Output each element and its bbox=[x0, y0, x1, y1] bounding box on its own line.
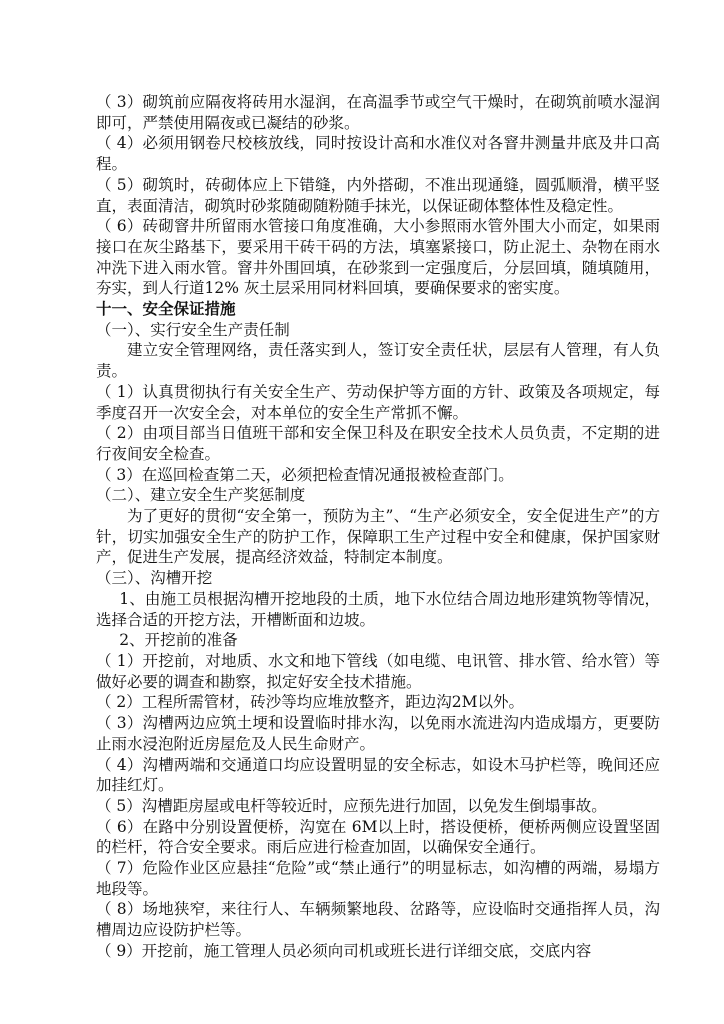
paragraph-item-5: （ 5）砌筑时，砖砌体应上下错缝，内外搭砌，不准出现通缝，圆弧顺滑，横平竖直，表面清洁，砌筑时砂浆随砌随粉随手抹光，以保证砌体整体性及稳定性。 bbox=[96, 175, 660, 215]
subheading-responsibility: （一）、实行安全生产责任制 bbox=[96, 320, 290, 339]
list-item: （ 8）场地狭窄，来往行人、车辆频繁地段、岔路等，应设临时交通指挥人员，沟槽周边应设防护栏等。 bbox=[96, 900, 660, 940]
list-item: （ 5）沟槽距房屋或电杆等较近时，应预先进行加固，以免发生倒塌事故。 bbox=[96, 796, 607, 815]
document-page bbox=[96, 92, 660, 962]
list-item: （ 3）在巡回检查第二天，必须把检查情况通报被检查部门。 bbox=[96, 465, 514, 484]
list-item: （ 2）工程所需管材，砖沙等均应堆放整齐，距边沟2M以外。 bbox=[96, 693, 525, 712]
subheading-rewards: （二）、建立安全生产奖惩制度 bbox=[96, 486, 306, 505]
list-item: （ 1）认真贯彻执行有关安全生产、劳动保护等方面的方针、政策及各项规定，每季度召开一次安全会，对本单位的安全生产常抓不懈。 bbox=[96, 382, 660, 422]
paragraph-responsibility-intro: 建立安全管理网络，责任落实到人，签订安全责任状，层层有人管理，有人负责。 bbox=[96, 341, 660, 381]
list-item: （ 2）由项目部当日值班干部和安全保卫科及在职安全技术人员负责，不定期的进行夜间安全检查。 bbox=[96, 424, 660, 463]
paragraph-item-4: （ 4）必须用钢卷尺校核放线，同时按设计高和水准仪对各窨井测量井底及井口高程。 bbox=[96, 134, 660, 174]
list-item: （ 4）沟槽两端和交通道口均应设置明显的安全标志，如设木马护栏等，晚间还应加挂红灯。 bbox=[96, 755, 660, 795]
paragraph-trench-2: 2、开挖前的准备 bbox=[119, 631, 238, 650]
paragraph-trench-1: 1、由施工员根据沟槽开挖地段的土质，地下水位结合周边地形建筑物等情况，选择合适的开挖方法，开槽断面和边坡。 bbox=[96, 589, 660, 629]
list-item: （ 9）开挖前，施工管理人员必须向司机或班长进行详细交底，交底内容 bbox=[96, 941, 592, 960]
subheading-trench: （三）、沟槽开挖 bbox=[96, 569, 213, 588]
list-item: （ 6）在路中分别设置便桥，沟宽在 6M以上时，搭设便桥，便桥两侧应设置坚固的栏杆，符合安全要求。雨后应进行检查加固，以确保安全通行。 bbox=[96, 817, 660, 857]
paragraph-rewards-intro: 为了更好的贯彻“安全第一，预防为主”、“生产必须安全，安全促进生产”的方针，切实加强安全生产的防护工作，保障职工生产过程中安全和健康，保护国家财产，促进生产发展，提高经济效益，特制定本制度。 bbox=[96, 507, 660, 567]
section-heading-safety: 十一、安全保证措施 bbox=[96, 300, 236, 319]
list-item: （ 3）沟槽两边应筑土埂和设置临时排水沟，以免雨水流进沟内造成塌方，更要防止雨水浸泡附近房屋危及人民生命财产。 bbox=[96, 714, 660, 753]
paragraph-item-3: （ 3）砌筑前应隔夜将砖用水湿润，在高温季节或空气干燥时，在砌筑前喷水湿润即可，严禁使用隔夜或已凝结的砂浆。 bbox=[96, 93, 660, 132]
paragraph-item-6: （ 6）砖砌窨井所留雨水管接口角度准确，大小参照雨水管外围大小而定，如果雨接口在灰尘路基下，要采用干砖干码的方法，填塞紧接口，防止泥土、杂物在雨水冲洗下进入雨水管。窨井外围回填，在砂浆到一定强度后，分层回填，随填随用，夯实，到人行道12% 灰土层采用同材料回填，要确保要求的密实度。 bbox=[96, 217, 660, 298]
list-item: （ 7）危险作业区应悬挂“危险”或“禁止通行”的明显标志，如沟槽的两端，易塌方地段等。 bbox=[96, 859, 660, 898]
list-item: （ 1）开挖前，对地质、水文和地下管线（如电缆、电讯管、排水管、给水管）等做好必要的调查和勘察，拟定好安全技术措施。 bbox=[96, 651, 660, 691]
